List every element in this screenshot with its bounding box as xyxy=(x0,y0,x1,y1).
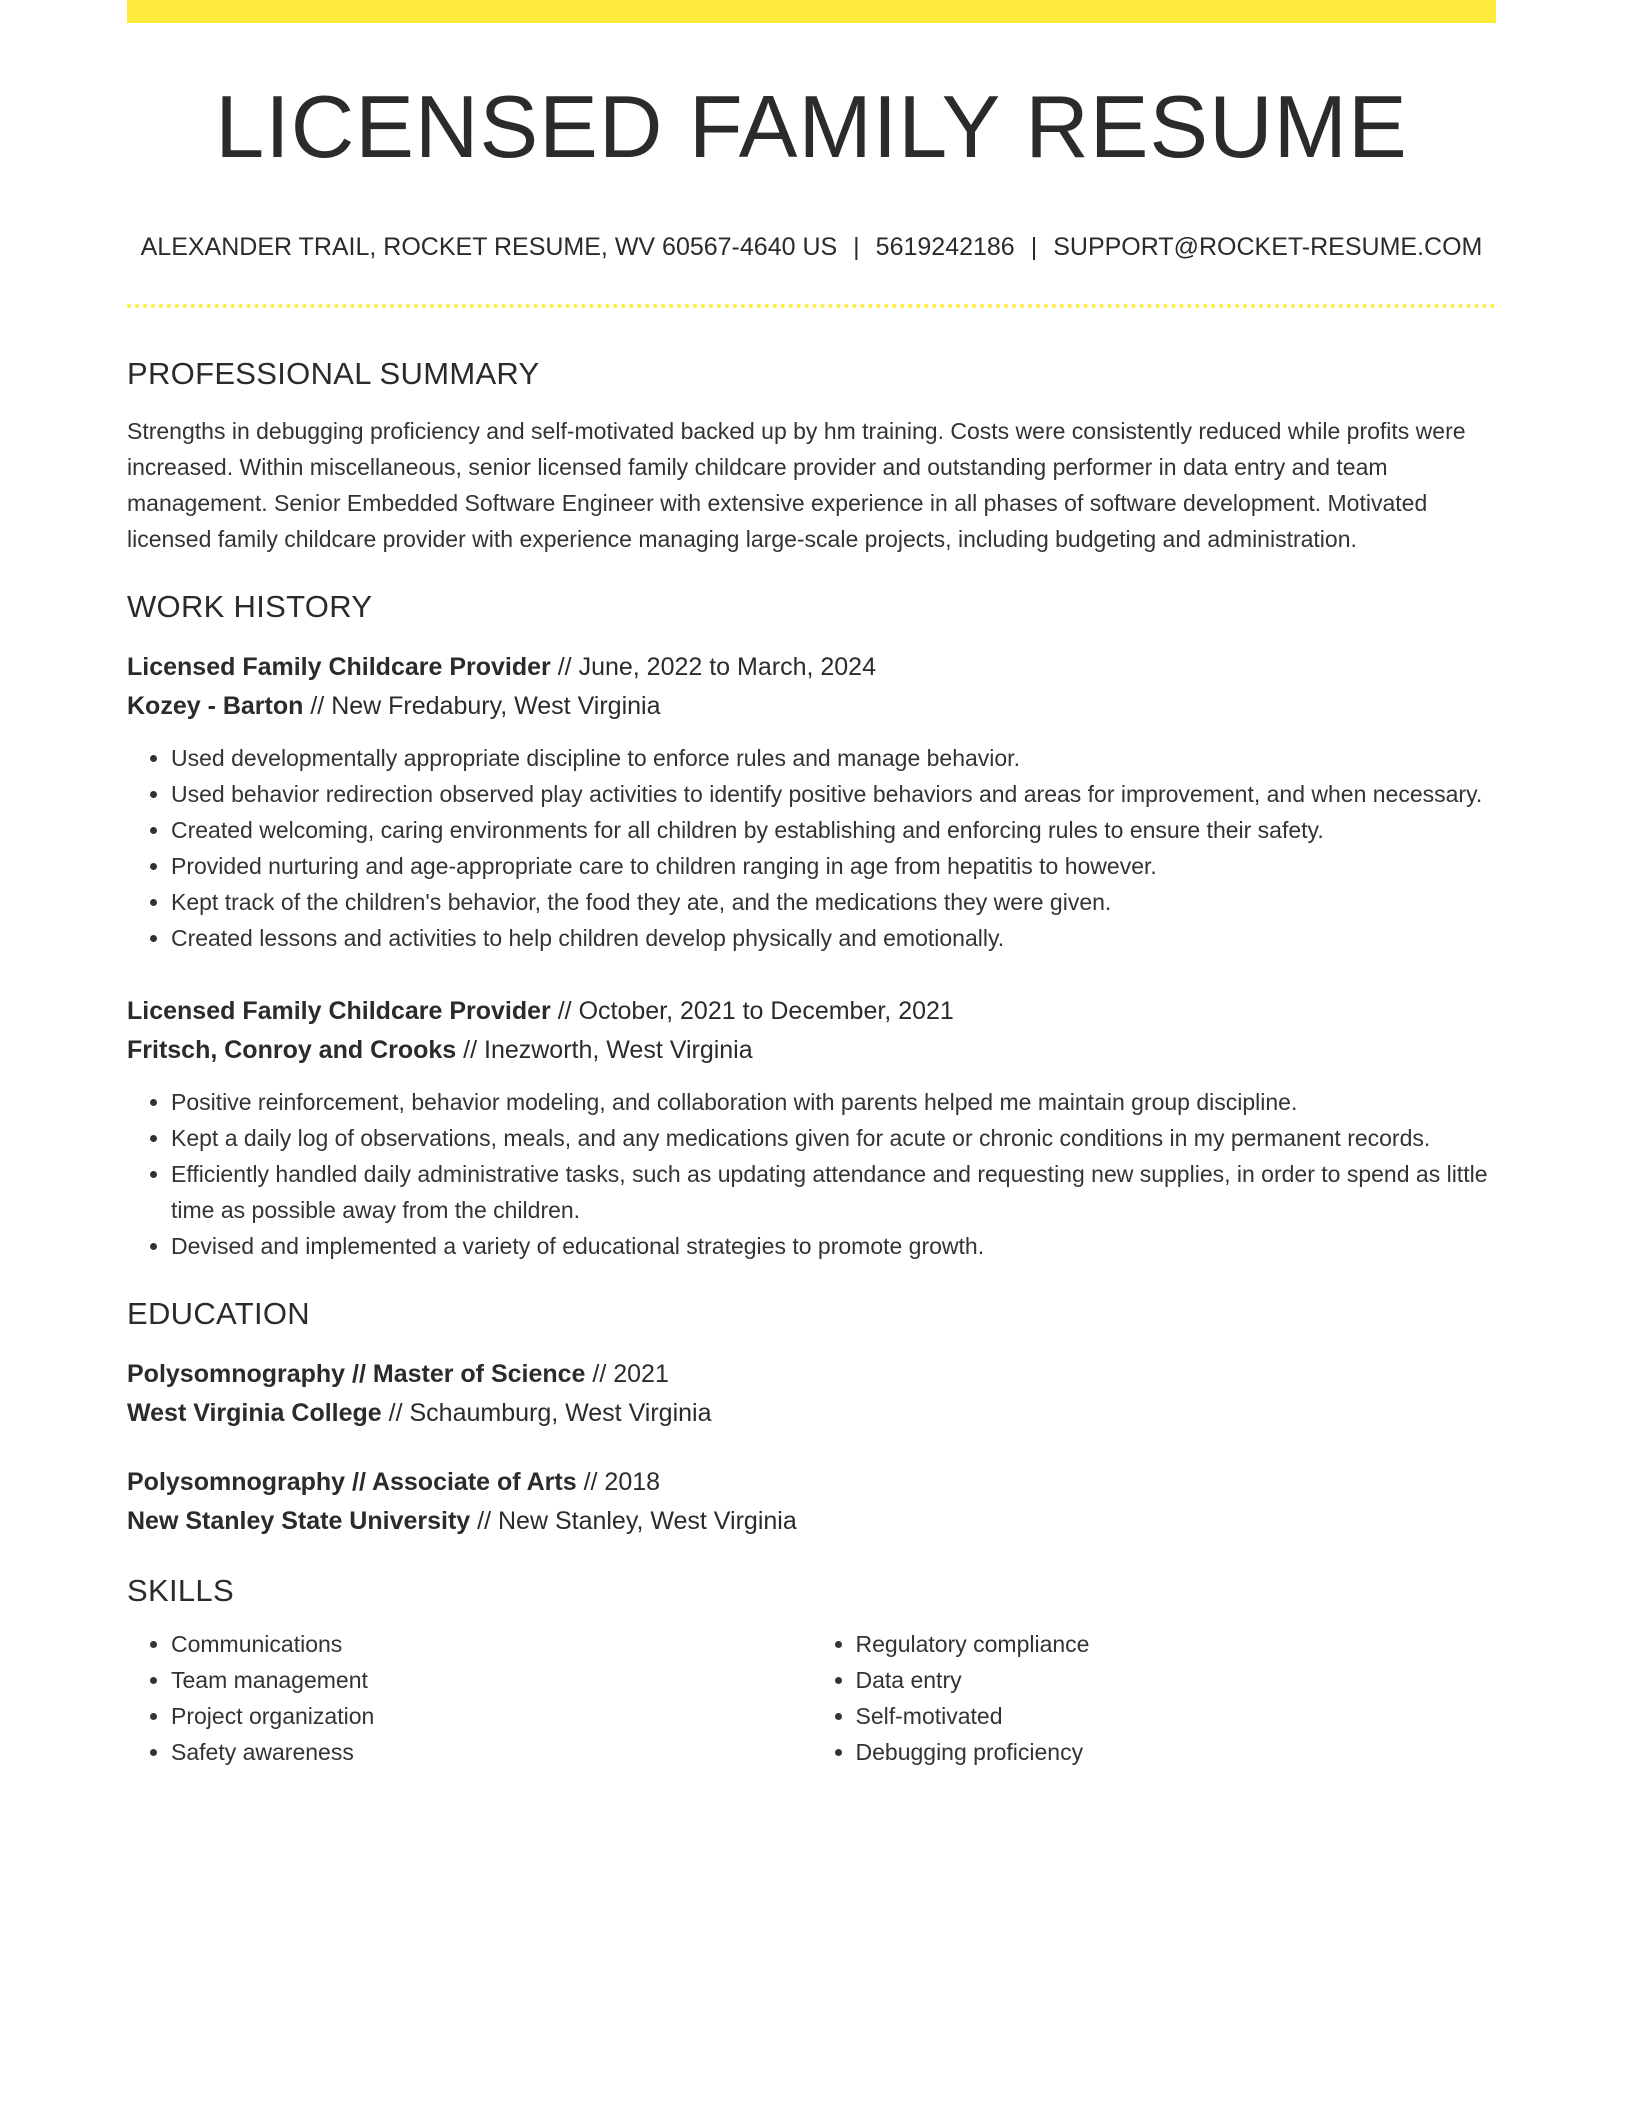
summary-text: Strengths in debugging proficiency and self-motivated backed up by hm training. Costs were consistently reduced while profits were increased. Within miscellaneous, senior licensed family childcare provider and outstanding performer in data entry and team management. Senior Embedded Software Engineer with extensive experience in all phases of software development. Motivated licensed family childcare provider with experience managing large-scale projects, including budgeting and administration. xyxy=(127,418,1466,552)
skill-item: • Debugging proficiency xyxy=(856,1734,1497,1770)
job-bullet: • Kept track of the children's behavior, the food they ate, and the medications they were given. xyxy=(171,884,1496,920)
contact-phone: 5619242186 xyxy=(875,233,1015,261)
skills-list xyxy=(127,1626,1496,1770)
degree-line xyxy=(127,1463,1496,1502)
job-bullet: • Efficiently handled daily administrative tasks, such as updating attendance and requesting new supplies, in order to spend as little time as possible away from the children. xyxy=(171,1156,1496,1228)
skill-item: • Data entry xyxy=(856,1662,1497,1698)
job-bullet: • Used behavior redirection observed play activities to identify positive behaviors and areas for improvement, and when necessary. xyxy=(171,776,1496,812)
degree-year: // 2018 xyxy=(576,1468,661,1496)
dotted-divider xyxy=(127,304,1496,308)
skill-item: • Self-motivated xyxy=(856,1698,1497,1734)
job-dates: // October, 2021 to December, 2021 xyxy=(550,997,954,1025)
education-heading: EDUCATION xyxy=(127,1296,310,1331)
resume-title: LICENSED FAMILY RESUME xyxy=(215,77,1408,176)
job-entry xyxy=(127,992,1496,1264)
job-bullet: • Created lessons and activities to help children develop physically and emotionally. xyxy=(171,920,1496,956)
school-location: // New Stanley, West Virginia xyxy=(470,1507,797,1535)
job-location: // New Fredabury, West Virginia xyxy=(303,692,661,720)
job-bullet: • Provided nurturing and age-appropriate care to children ranging in age from hepatitis to however. xyxy=(171,848,1496,884)
school-location: // Schaumburg, West Virginia xyxy=(381,1399,712,1427)
resume-page xyxy=(127,0,1496,1770)
skills-heading: SKILLS xyxy=(127,1573,234,1608)
skill-item: • Team management xyxy=(171,1662,812,1698)
accent-top-bar xyxy=(127,0,1496,23)
skill-item: • Project organization xyxy=(171,1698,812,1734)
job-title: Licensed Family Childcare Provider xyxy=(127,653,551,681)
job-company: Kozey - Barton xyxy=(127,692,304,720)
job-title: Licensed Family Childcare Provider xyxy=(127,997,551,1025)
summary-heading: PROFESSIONAL SUMMARY xyxy=(127,356,540,391)
job-entry xyxy=(127,648,1496,956)
work-history-heading: WORK HISTORY xyxy=(127,589,373,624)
contact-line xyxy=(127,235,1496,260)
job-title-line xyxy=(127,648,1496,687)
school-line xyxy=(127,1394,1496,1433)
contact-separator: | xyxy=(1030,233,1038,261)
skills-column-left xyxy=(127,1626,812,1770)
job-title-line xyxy=(127,992,1496,1031)
education-entry xyxy=(127,1463,1496,1541)
job-bullet: • Kept a daily log of observations, meals, and any medications given for acute or chronic conditions in my permanent records. xyxy=(171,1120,1496,1156)
skill-item: • Communications xyxy=(171,1626,812,1662)
job-dates: // June, 2022 to March, 2024 xyxy=(550,653,876,681)
job-bullets xyxy=(127,1084,1496,1264)
degree: Polysomnography // Associate of Arts xyxy=(127,1468,577,1496)
skill-item: • Regulatory compliance xyxy=(856,1626,1497,1662)
education-entry xyxy=(127,1355,1496,1433)
job-bullet: • Positive reinforcement, behavior modeling, and collaboration with parents helped me maintain group discipline. xyxy=(171,1084,1496,1120)
contact-separator: | xyxy=(853,233,860,261)
job-bullets xyxy=(127,740,1496,956)
job-bullet: • Devised and implemented a variety of educational strategies to promote growth. xyxy=(171,1228,1496,1264)
degree-year: // 2021 xyxy=(585,1360,669,1388)
job-bullet: • Used developmentally appropriate discipline to enforce rules and manage behavior. xyxy=(171,740,1496,776)
job-company: Fritsch, Conroy and Crooks xyxy=(127,1036,457,1064)
job-company-line xyxy=(127,1031,1496,1070)
skills-column-right xyxy=(812,1626,1497,1770)
job-location: // Inezworth, West Virginia xyxy=(456,1036,753,1064)
school: West Virginia College xyxy=(127,1399,382,1427)
job-bullet: • Created welcoming, caring environments for all children by establishing and enforcing rules to ensure their safety. xyxy=(171,812,1496,848)
school: New Stanley State University xyxy=(127,1507,471,1535)
skill-item: • Safety awareness xyxy=(171,1734,812,1770)
contact-address: ALEXANDER TRAIL, ROCKET RESUME, WV 60567-4640 US xyxy=(140,233,838,261)
job-company-line xyxy=(127,687,1496,726)
degree: Polysomnography // Master of Science xyxy=(127,1360,586,1388)
contact-email: SUPPORT@ROCKET-RESUME.COM xyxy=(1053,233,1483,261)
degree-line xyxy=(127,1355,1496,1394)
school-line xyxy=(127,1502,1496,1541)
